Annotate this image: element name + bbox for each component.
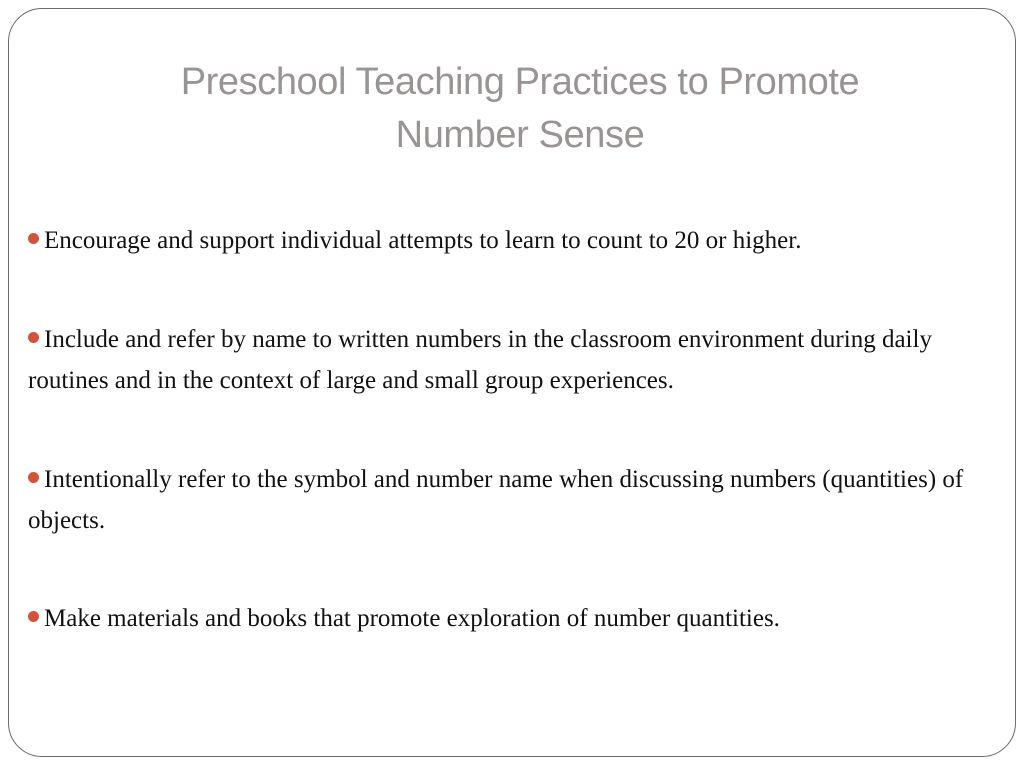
bullet-text: Encourage and support individual attempts to learn to count to 20 or higher. [44, 227, 802, 254]
bullet-item [28, 319, 1003, 401]
bullet-item [28, 459, 1003, 541]
bullet-dot-icon [28, 332, 39, 343]
bullet-text: Include and refer by name to written numbers in the classroom environment during daily routines and in the context of large and small group experiences. [28, 326, 932, 394]
slide-title-line-2: Number Sense [395, 114, 645, 156]
bullet-dot-icon [28, 472, 39, 483]
slide-title-line-1: Preschool Teaching Practices to Promote [180, 61, 860, 103]
bullet-item [28, 598, 1003, 639]
bullet-dot-icon [28, 233, 39, 244]
bullet-item [28, 220, 1003, 261]
slide-title [60, 56, 980, 162]
bullet-text: Intentionally refer to the symbol and number name when discussing numbers (quantities) of objects. [28, 466, 964, 534]
bullet-text: Make materials and books that promote exploration of number quantities. [44, 605, 780, 632]
bullet-dot-icon [28, 611, 39, 622]
